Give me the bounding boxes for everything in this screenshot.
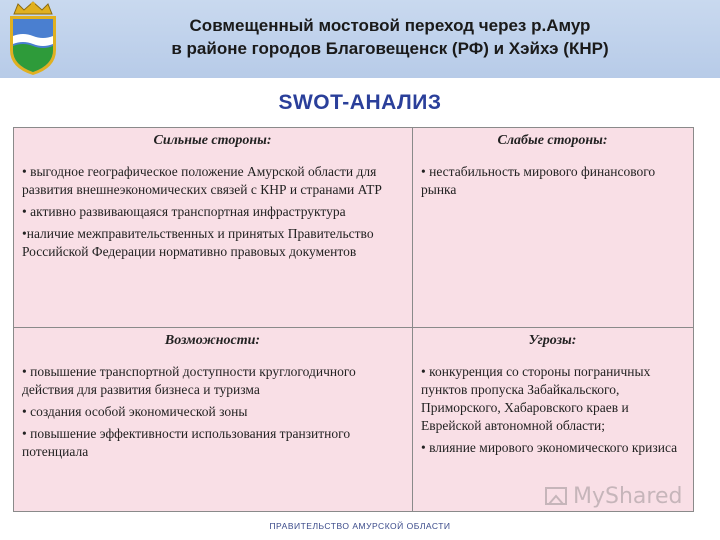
watermark-logo-icon [543,484,571,510]
strengths-title: Сильные стороны: [153,133,272,148]
weakness-item: • нестабильность мирового финансового рынка [421,164,656,197]
amur-region-emblem-icon [2,0,64,77]
threats-title: Угрозы: [528,333,577,348]
strength-item: • выгодное географическое положение Амурской области для развития внешнеэкономических связей с КНР и странами АТР [22,164,382,197]
opportunity-item: • повышение эффективности использования транзитного потенциала [22,426,351,459]
opportunities-cell [14,328,413,512]
header-bar [0,0,720,78]
strength-item: • активно развивающаяся транспортная инфраструктура [22,204,346,219]
opportunities-title: Возможности: [164,333,261,348]
header-title-line2: в районе городов Благовещенск (РФ) и Хэйхэ (КНР) [171,39,609,58]
weaknesses-cell [413,128,694,328]
opportunity-item: • повышение транспортной доступности круглогодичного действия для развития бизнеса и туризма [22,364,356,397]
swot-table [13,127,694,512]
threat-item: • влияние мирового экономического кризиса [421,440,678,455]
strengths-cell [14,128,413,328]
header-title [70,14,710,60]
strength-item: •наличие межправительственных и принятых Правительство Российской Федерации нормативно правовых документов [22,226,374,259]
watermark-text: MyShared [573,484,683,509]
watermark [543,484,693,510]
opportunity-item: • создания особой экономической зоны [22,404,248,419]
footer-text: ПРАВИТЕЛЬСТВО АМУРСКОЙ ОБЛАСТИ [269,521,451,531]
header-title-line1: Совмещенный мостовой переход через р.Амур [189,16,591,35]
weaknesses-title: Слабые стороны: [497,133,608,148]
threat-item: • конкуренция со стороны пограничных пунктов пропуска Забайкальского, Приморского, Хабаровского краев и Еврейской автономной области; [421,364,651,433]
swot-heading: SWOT-АНАЛИЗ [278,91,442,114]
